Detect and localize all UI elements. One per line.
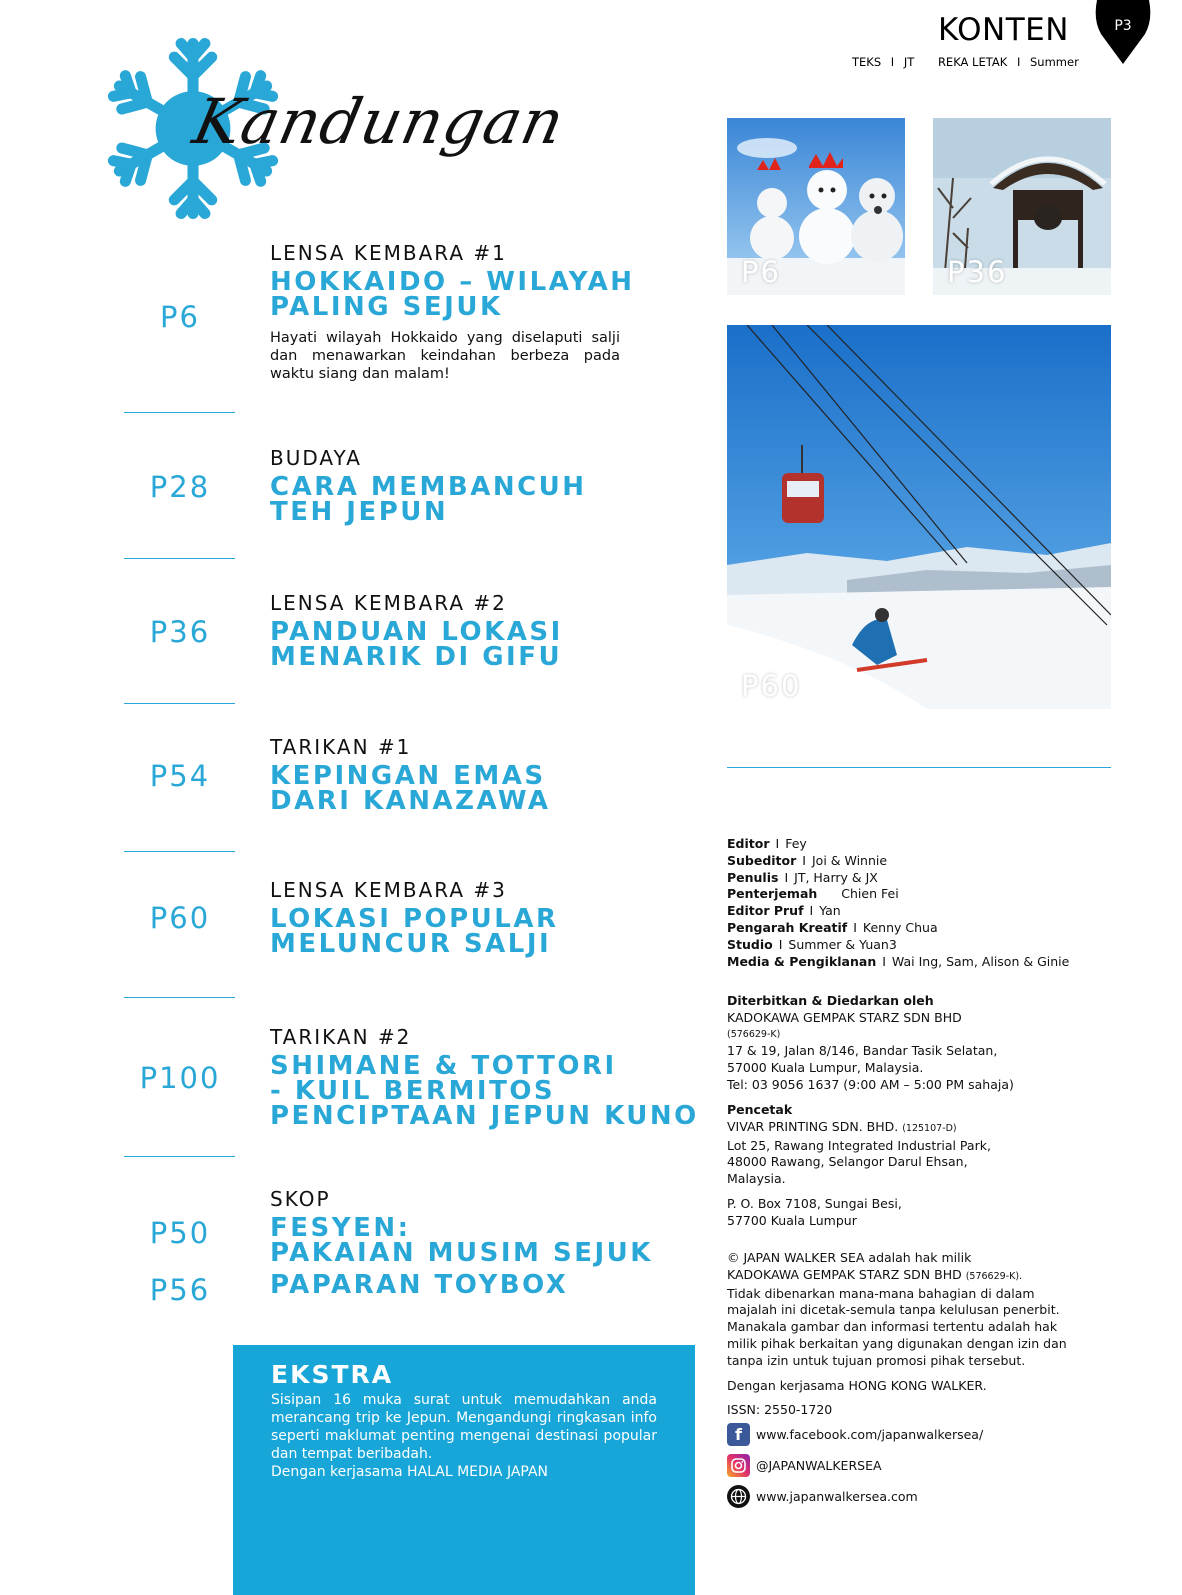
toc-category: LENSA KEMBARA #3 <box>270 878 507 902</box>
credit-role: Editor Pruf <box>727 903 804 919</box>
toc-category: TARIKAN #1 <box>270 735 412 759</box>
credit-role: Subeditor <box>727 852 797 868</box>
credit-name: Joi & Winnie <box>811 852 888 868</box>
toc-title-line[interactable]: MENARIK DI GIFU <box>270 642 563 672</box>
credit-row: Media & Pengiklanan I Wai Ing, Sam, Alison & Ginie <box>727 953 1070 969</box>
snowmen-photo[interactable] <box>727 118 905 295</box>
facebook-url[interactable]: www.facebook.com/japanwalkersea/ <box>756 1426 984 1442</box>
publisher-reg: (576629-K) <box>727 1028 781 1040</box>
ski-image <box>727 325 1111 709</box>
credit-teks-label: TEKS <box>852 55 882 69</box>
toc-title-line[interactable]: CARA MEMBANCUH <box>270 472 587 502</box>
toc-title-line[interactable]: TEH JEPUN <box>270 497 449 527</box>
ekstra-title: EKSTRA <box>271 1360 394 1389</box>
credit-row: Subeditor I Joi & Winnie <box>727 852 888 868</box>
copyright-line: milik pihak berkaitan yang digunakan dengan izin dan <box>727 1335 1067 1351</box>
publisher-info <box>727 993 1127 1094</box>
photo-page-label: P60 <box>741 669 802 703</box>
printer-pobox: 57700 Kuala Lumpur <box>727 1212 857 1228</box>
page-credits-line: TEKS I JT REKA LETAK I Summer <box>852 55 1079 69</box>
printer-reg: (125107-D) <box>902 1122 957 1134</box>
credit-name: JT, Harry & JX <box>794 869 878 885</box>
ski-gondola-photo[interactable] <box>727 325 1111 709</box>
toc-title-line[interactable]: LOKASI POPULAR <box>270 904 559 934</box>
credit-role: Pengarah Kreatif <box>727 919 848 935</box>
page-number: P3 <box>1114 18 1132 34</box>
printer-address: 48000 Rawang, Selangor Darul Ehsan, <box>727 1154 968 1170</box>
credit-name: Chien Fei <box>841 886 899 902</box>
copyright-line: tanpa izin untuk tujuan promosi pihak tersebut. <box>727 1352 1026 1368</box>
instagram-icon <box>727 1454 750 1477</box>
credit-row: Pengarah Kreatif I Kenny Chua <box>727 919 938 935</box>
temple-bell-photo[interactable] <box>933 118 1111 295</box>
issn-line: ISSN: 2550-1720 <box>727 1402 833 1418</box>
copyright-line: Manakala gambar dan informasi tertentu adalah hak <box>727 1319 1058 1335</box>
copyright-info <box>727 1250 1127 1419</box>
toc-title-line[interactable]: DARI KANAZAWA <box>270 786 551 816</box>
instagram-handle[interactable]: @JAPANWALKERSEA <box>756 1457 882 1473</box>
copyright-reg: (576629-K). <box>965 1270 1023 1282</box>
toc-category: BUDAYA <box>270 446 362 470</box>
divider <box>727 767 1111 768</box>
publisher-address: 57000 Kuala Lumpur, Malaysia. <box>727 1060 924 1076</box>
toc-page-number: P56 <box>149 1273 211 1307</box>
toc-category: SKOP <box>270 1187 331 1211</box>
ekstra-body: Sisipan 16 muka surat untuk memudahkan anda merancang trip ke Jepun. Mengandungi ringkasan info seperti maklumat penting mengenai destinasi popular dan tempat beribadah. <box>271 1392 657 1462</box>
toc-title-line[interactable]: - KUIL BERMITOS <box>270 1076 556 1106</box>
toc-title-line[interactable]: FESYEN: <box>270 1213 411 1243</box>
printer-address: Malaysia. <box>727 1171 786 1187</box>
toc-title-line[interactable]: PAPARAN TOYBOX <box>270 1270 569 1300</box>
copyright-owner: KADOKAWA GEMPAK STARZ SDN BHD <box>727 1266 962 1282</box>
toc-title-line[interactable]: HOKKAIDO – WILAYAH <box>270 267 635 297</box>
globe-icon <box>727 1485 750 1508</box>
toc-page-number: P50 <box>149 1216 211 1250</box>
toc-title-line[interactable]: SHIMANE & TOTTORI <box>270 1051 617 1081</box>
toc-title-line[interactable]: PENCIPTAAN JEPUN KUNO <box>270 1101 699 1131</box>
toc-title-line[interactable]: PAKAIAN MUSIM SEJUK <box>270 1238 653 1268</box>
credit-role: Penterjemah <box>727 886 818 902</box>
divider <box>124 997 235 998</box>
credit-layout-name: Summer <box>1030 55 1079 69</box>
credit-name: Wai Ing, Sam, Alison & Ginie <box>891 953 1070 969</box>
ekstra-box <box>233 1345 695 1595</box>
ekstra-credit: Dengan kerjasama HALAL MEDIA JAPAN <box>271 1464 549 1480</box>
facebook-link[interactable] <box>727 1422 983 1446</box>
credit-row: Editor Pruf I Yan <box>727 903 841 919</box>
credit-row: Editor I Fey <box>727 836 807 851</box>
instagram-link[interactable] <box>727 1453 882 1477</box>
page-title: Kandungan <box>187 85 572 158</box>
toc-title-line[interactable]: PANDUAN LOKASI <box>270 617 563 647</box>
photo-page-label: P6 <box>741 255 781 289</box>
publisher-heading: Diterbitkan & Diedarkan oleh <box>727 993 934 1008</box>
toc-title-line[interactable]: KEPINGAN EMAS <box>270 761 546 791</box>
staff-credits <box>727 836 1107 970</box>
toc-category: TARIKAN #2 <box>270 1025 412 1049</box>
toc-page-number: P100 <box>139 1061 221 1095</box>
divider <box>124 851 235 852</box>
toc-page-number: P6 <box>160 300 200 334</box>
publisher-address: 17 & 19, Jalan 8/146, Bandar Tasik Selatan, <box>727 1043 998 1059</box>
toc-title-line[interactable]: PALING SEJUK <box>270 292 503 322</box>
copyright-line: majalah ini dicetak-semula tanpa kelulusan penerbit. <box>727 1302 1060 1318</box>
toc-category: LENSA KEMBARA #1 <box>270 241 507 265</box>
printer-info <box>727 1102 1127 1230</box>
toc-category: LENSA KEMBARA #2 <box>270 591 507 615</box>
printer-name: VIVAR PRINTING SDN. BHD. <box>727 1118 899 1134</box>
partner-line: Dengan kerjasama HONG KONG WALKER. <box>727 1377 987 1393</box>
printer-address: Lot 25, Rawang Integrated Industrial Park, <box>727 1137 991 1153</box>
credit-row: Studio I Summer & Yuan3 <box>727 936 897 952</box>
website-link[interactable] <box>727 1484 918 1508</box>
divider <box>124 412 235 413</box>
credit-name: Kenny Chua <box>862 919 938 935</box>
copyright-line: © JAPAN WALKER SEA adalah hak milik <box>727 1250 972 1265</box>
credit-teks-name: JT <box>903 55 915 69</box>
toc-description: Hayati wilayah Hokkaido yang diselaputi salji dan menawarkan keindahan berbeza pada waktu siang dan malam! <box>270 330 620 382</box>
divider <box>124 703 235 704</box>
toc-page-number: P28 <box>149 470 211 504</box>
toc-title-line[interactable]: MELUNCUR SALJI <box>270 929 552 959</box>
toc-page-number: P54 <box>149 759 211 793</box>
website-url[interactable]: www.japanwalkersea.com <box>756 1488 918 1504</box>
credit-role: Studio <box>727 936 773 952</box>
credit-name: Yan <box>819 903 841 919</box>
credit-layout-label: REKA LETAK <box>937 55 1008 69</box>
section-title: KONTEN <box>938 12 1069 48</box>
publisher-name: KADOKAWA GEMPAK STARZ SDN BHD <box>727 1009 962 1025</box>
toc-page-number: P36 <box>149 615 211 649</box>
publisher-tel: Tel: 03 9056 1637 (9:00 AM – 5:00 PM sahaja) <box>727 1076 1014 1092</box>
credit-name: Fey <box>785 836 807 851</box>
divider <box>124 558 235 559</box>
credit-role: Media & Pengiklanan <box>727 953 877 969</box>
credit-role: Editor <box>727 836 770 851</box>
credit-row <box>727 886 1107 903</box>
credit-row: Penulis I JT, Harry & JX <box>727 869 878 885</box>
printer-heading: Pencetak <box>727 1102 793 1117</box>
credit-role: Penulis <box>727 869 779 885</box>
photo-page-label: P36 <box>947 255 1008 289</box>
toc-page-number: P60 <box>149 901 211 935</box>
credit-name: Summer & Yuan3 <box>788 936 897 952</box>
printer-pobox: P. O. Box 7108, Sungai Besi, <box>727 1195 902 1211</box>
facebook-icon: f <box>727 1423 750 1446</box>
divider <box>124 1156 235 1157</box>
copyright-line: Tidak dibenarkan mana-mana bahagian di dalam <box>727 1285 1035 1301</box>
